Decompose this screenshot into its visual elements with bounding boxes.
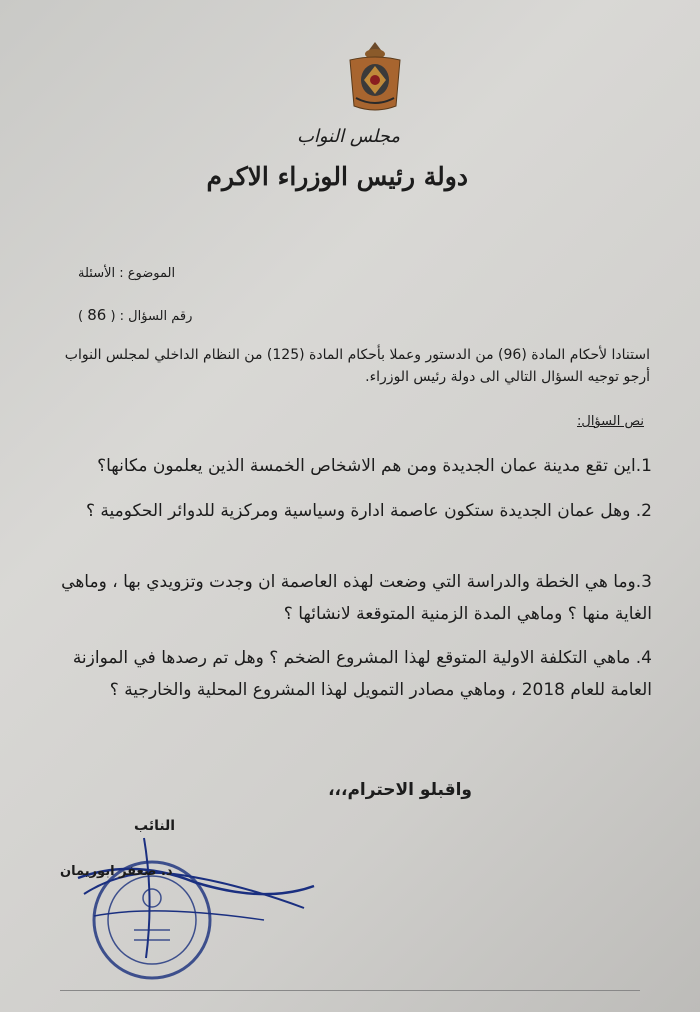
coat-of-arms-emblem [342, 36, 408, 114]
intro-paragraph: استنادا لأحكام المادة (96) من الدستور وعملا بأحكام المادة (125) من النظام الداخلي لمجلس النواب أرجو توجيه السؤال التالي الى دولة رئيس الوزراء. [64, 347, 650, 385]
question-number-label: رقم السؤال : ( [110, 309, 193, 324]
addressee-title: دولة رئيس الوزراء الاكرم [206, 162, 468, 191]
question-2: 2. وهل عمان الجديدة ستكون عاصمة ادارة وسياسية ومركزية للدوائر الحكومية ؟ [85, 501, 652, 521]
question-number-value: 86 [87, 306, 107, 324]
signer-name: د. صعفر ابوريمان [60, 864, 173, 879]
question-number-line [78, 306, 192, 324]
question-3: 3.وما هي الخطة والدراسة التي وضعت لهذه العاصمة ان وجدت وتزويدي بها ، وماهي الغاية منها ؟ وماهي المدة الزمنية المتوقعة لانشائها ؟ [61, 572, 652, 624]
question-4: 4. ماهي التكلفة الاولية المتوقع لهذا المشروع الضخم ؟ وهل تم رصدها في الموازنة العامة للعام 2018 ، وماهي مصادر التمويل لهذا المشروع المحلية والخارجية ؟ [72, 648, 652, 700]
council-name: مجلس النواب [296, 126, 400, 147]
closing-line: واقبلو الاحترام،،، [328, 780, 472, 800]
question-1: 1.اين تقع مدينة عمان الجديدة ومن هم الاشخاص الخمسة الذين يعلمون مكانها؟ [97, 456, 652, 476]
footer-rule [60, 990, 640, 991]
signer-title: النائب [134, 818, 176, 834]
official-seal-and-signature [64, 808, 334, 1008]
question-text-heading: نص السؤال: [577, 414, 644, 429]
subject-line: الموضوع : الأسئلة [78, 266, 176, 281]
question-number-close: ) [78, 309, 84, 324]
